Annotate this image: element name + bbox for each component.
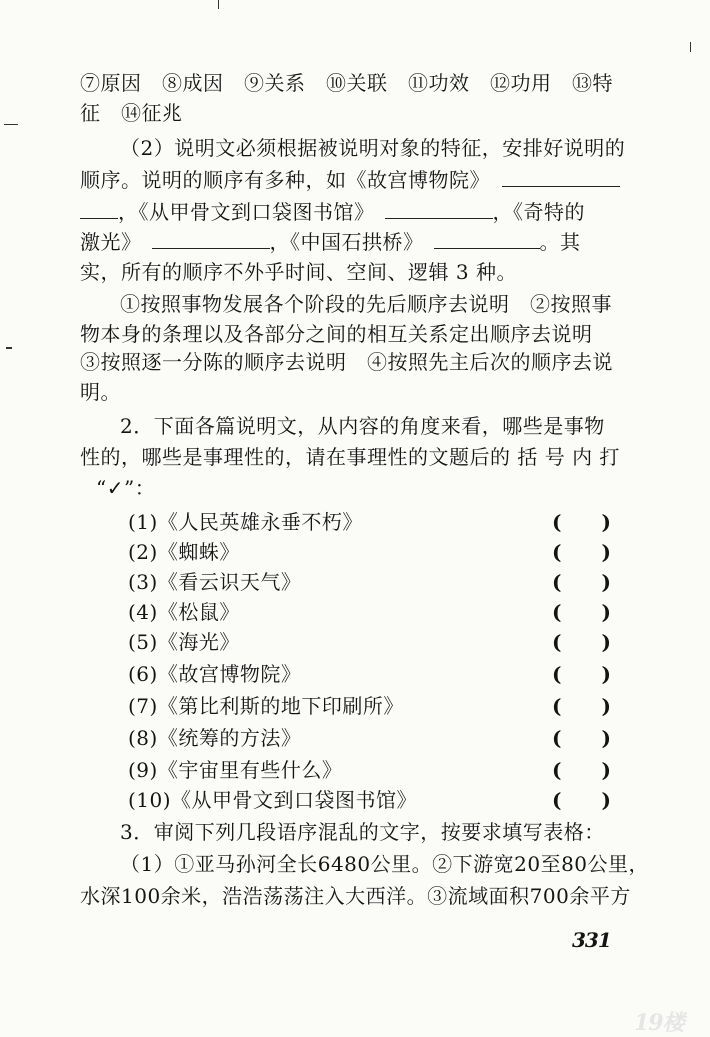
scan-mark-right (690, 42, 691, 52)
list-item-4: (4)《松鼠》 (128, 600, 240, 624)
q2-sub2-line-1: （2）说明文必须根据被说明对象的特征，安排好说明的 (120, 136, 626, 160)
answer-parentheses-7[interactable]: ( ) (552, 694, 611, 718)
order-options-line-4: 明。 (80, 380, 121, 404)
q2-sub2-line-4-seg2: ，《中国石拱桥》 (269, 230, 424, 254)
vocab-options-line-1: ⑦原因 ⑧成因 ⑨关系 ⑩关联 ⑪功效 ⑫功用 ⑬特 (80, 71, 613, 95)
q2-sub2-line-2 (80, 166, 620, 194)
list-item-3: (3)《看云识天气》 (128, 570, 302, 594)
q2-sub2-line-5: 实，所有的顺序不外乎时间、空间、逻辑 3 种。 (80, 260, 517, 284)
answer-parentheses-6[interactable]: ( ) (552, 662, 611, 686)
answer-parentheses-1[interactable]: ( ) (552, 510, 611, 534)
scan-mark-left-2 (6, 347, 12, 349)
answer-parentheses-5[interactable]: ( ) (552, 630, 611, 654)
scan-mark-left-1 (4, 124, 18, 125)
answer-parentheses-3[interactable]: ( ) (552, 570, 611, 594)
order-options-line-2: 物本身的条理以及各部分之间的相互关系定出顺序去说明 (80, 322, 593, 346)
answer-blank-4[interactable] (434, 228, 540, 249)
answer-parentheses-10[interactable]: ( ) (552, 788, 611, 812)
question-2-line-2: 性的，哪些是事理性的，请在事理性的文题后的 括 号 内 打 (80, 445, 620, 469)
answer-blank-3[interactable] (152, 228, 270, 249)
q2-sub2-line-2-text: 顺序。说明的顺序有多种，如《故宫博物院》 (80, 168, 490, 192)
answer-parentheses-2[interactable]: ( ) (552, 540, 611, 564)
list-item-9: (9)《宇宙里有些什么》 (128, 758, 343, 782)
q2-sub2-line-3-seg2: ，《奇特的 (492, 200, 585, 224)
vocab-options-line-2: 征 ⑭征兆 (80, 101, 183, 125)
list-item-5: (5)《海光》 (128, 630, 240, 654)
question-3-line-1: 3．审阅下列几段语序混乱的文字，按要求填写表格： (120, 820, 605, 844)
list-item-1: (1)《人民英雄永垂不朽》 (128, 510, 363, 534)
answer-blank-1-cont[interactable] (80, 198, 118, 219)
scan-mark-top (218, 0, 219, 9)
list-item-2: (2)《蜘蛛》 (128, 540, 240, 564)
answer-blank-1[interactable] (502, 166, 620, 187)
list-item-6: (6)《故宫博物院》 (128, 662, 302, 686)
list-item-10: (10)《从甲骨文到口袋图书馆》 (128, 788, 418, 812)
q2-sub2-line-3 (80, 198, 585, 226)
q2-sub2-line-4-seg3: 。其 (539, 230, 581, 254)
list-item-8: (8)《统筹的方法》 (128, 726, 302, 750)
order-options-line-1: ①按照事物发展各个阶段的先后顺序去说明 ②按照事 (120, 292, 612, 316)
answer-parentheses-4[interactable]: ( ) (552, 600, 611, 624)
question-2-line-1: 2．下面各篇说明文，从内容的角度来看，哪些是事物 (120, 414, 605, 438)
question-3-line-3: 水深100余米，浩浩荡荡注入大西洋。③流域面积700余平方 (80, 884, 631, 908)
q2-sub2-line-4 (80, 228, 581, 256)
q2-sub2-line-4-seg1: 激光》 (80, 230, 142, 254)
order-options-line-3: ③按照逐一分陈的顺序去说明 ④按照先主后次的顺序去说 (80, 350, 613, 374)
page-number: 331 (572, 928, 611, 952)
answer-blank-2[interactable] (385, 198, 493, 219)
list-item-7: (7)《第比利斯的地下印刷所》 (128, 694, 404, 718)
question-3-line-2: （1）①亚马孙河全长6480公里。②下游宽20至80公里， (120, 852, 650, 876)
watermark-logo: 19楼 (634, 1010, 684, 1036)
question-2-line-3: “✓”： (96, 476, 156, 500)
answer-parentheses-8[interactable]: ( ) (552, 726, 611, 750)
q2-sub2-line-3-seg1: ，《从甲骨文到口袋图书馆》 (118, 200, 375, 224)
answer-parentheses-9[interactable]: ( ) (552, 758, 611, 782)
